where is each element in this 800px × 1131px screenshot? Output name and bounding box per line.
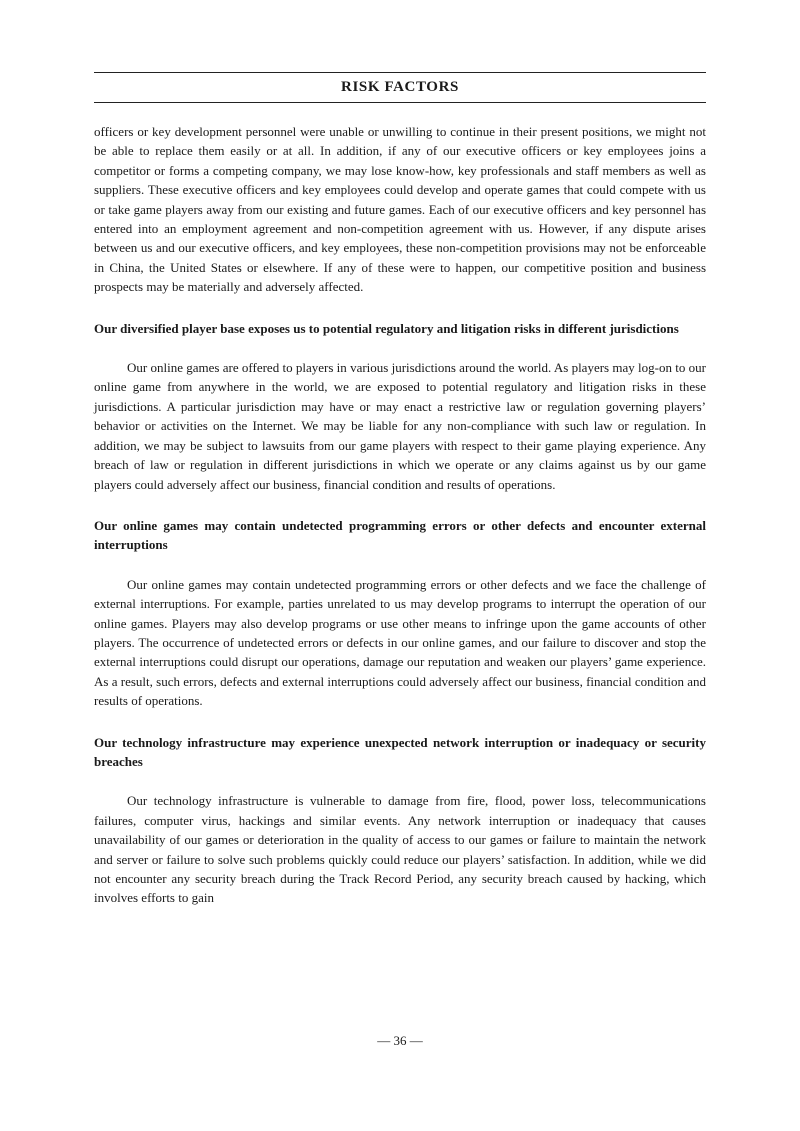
section-paragraph-infrastructure: Our technology infrastructure is vulnerable to damage from fire, flood, power loss, telecommunications failures, computer virus, hackings and similar events. Any network interruption or inadequacy that causes unavailability of our games or deterioration in the quality of access to our games or failure to maintain the network and server or failure to solve such problems quickly could reduce our players’ satisfaction. In addition, while we did not encounter any security breach during the Track Record Period, any security breach caused by hacking, which involves efforts to gain [94, 793, 706, 906]
page-title: RISK FACTORS [341, 79, 459, 95]
section-heading-programming-errors: Our online games may contain undetected programming errors or other defects and encounter external interruptions [94, 517, 706, 553]
document-page [94, 0, 706, 1131]
section-heading-player-base: Our diversified player base exposes us to potential regulatory and litigation risks in different jurisdictions [94, 320, 679, 336]
intro-paragraph: officers or key development personnel were unable or unwilling to continue in their present positions, we might not be able to replace them easily or at all. In addition, if any of our executive officers or key employees joins a competitor or forms a competing company, we may lose know-how, key professionals and staff members as well as suppliers. These executive officers and key employees could develop and operate games that could compete with us or take game players away from our existing and future games. Each of our executive officers and key personnel has entered into an employment agreement and non-competition agreement with us. However, if any dispute arises between us and our executive officers, and key employees, these non-competition provisions may not be enforceable in China, the United States or elsewhere. If any of these were to happen, our competitive position and business prospects may be materially and adversely affected. [94, 124, 706, 295]
section-heading-infrastructure: Our technology infrastructure may experience unexpected network interruption or inadequacy or security breaches [94, 734, 706, 769]
page-number: — 36 — [377, 1033, 423, 1048]
section-paragraph-player-base: Our online games are offered to players in various jurisdictions around the world. As players may log-on to our online game from anywhere in the world, we are exposed to potential regulatory and litigation risks in these jurisdictions. A particular jurisdiction may have or may enact a restrictive law or regulation governing players’ behavior or activities on the Internet. We may be liable for any non-compliance with such law or regulation. In addition, we may be subject to lawsuits from our game players with respect to their game playing experience. Any breach of law or regulation in different jurisdictions in which we operate or any claims against us by our game players could adversely affect our business, financial condition and results of operations. [94, 360, 706, 492]
document-body [94, 122, 706, 908]
page-header [94, 72, 706, 103]
section-paragraph-programming-errors: Our online games may contain undetected programming errors or other defects and we face the challenge of external interruptions. For example, parties unrelated to us may develop programs to interrupt the operation of our online games. Players may also develop programs or use other means to infringe upon the game accounts of other players. The occurrence of undetected errors or defects in our online games, and our failure to discover and stop the external interruptions could disrupt our operations, damage our reputation and weaken our players’ game experience. As a result, such errors, defects and external interruptions could adversely affect our business, financial condition and results of operations. [94, 576, 706, 709]
